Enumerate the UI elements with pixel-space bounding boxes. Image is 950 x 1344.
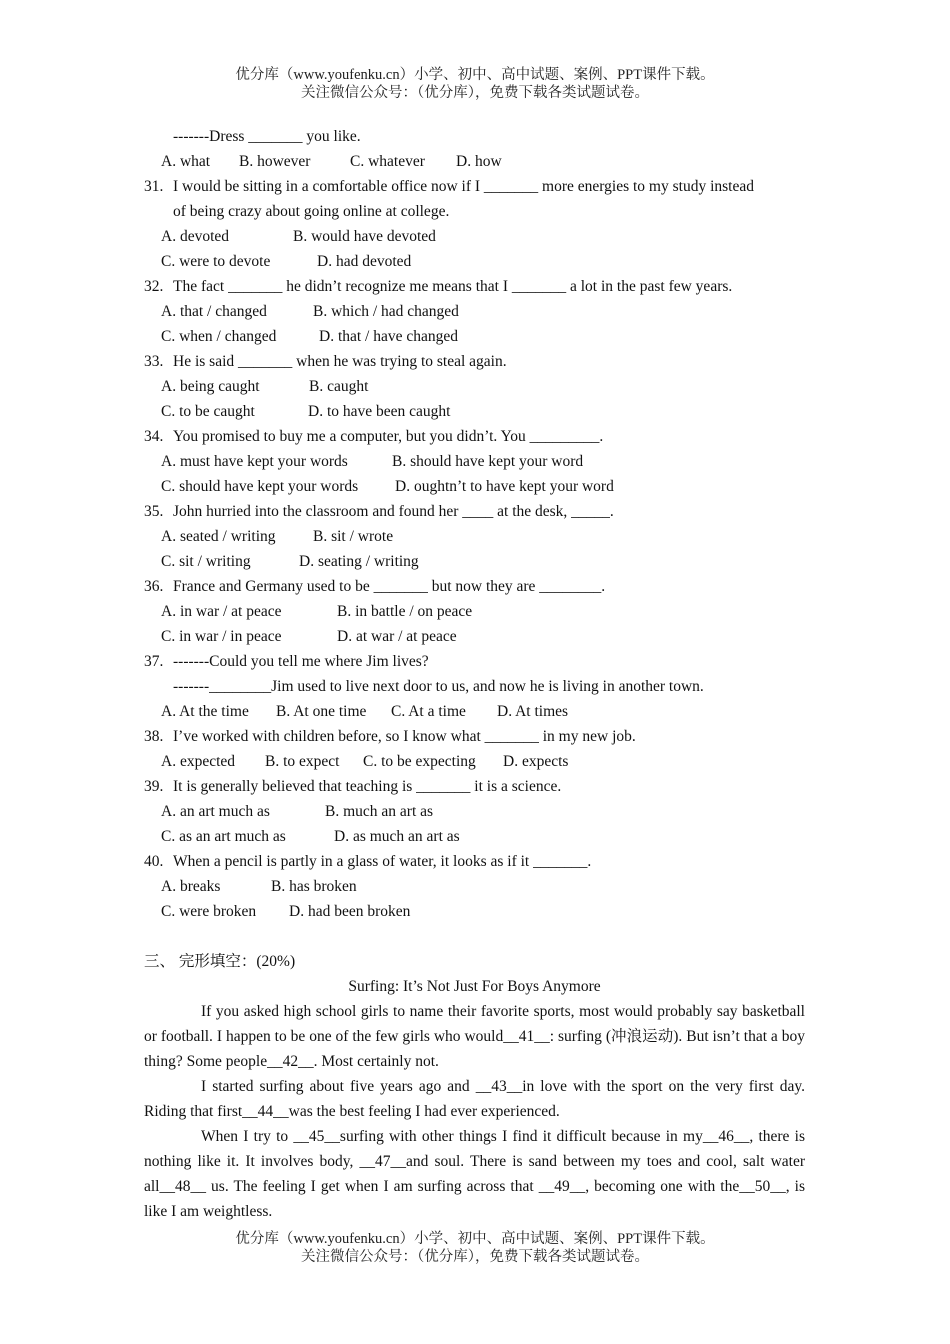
q31-stem-cont: of being crazy about going online at college. xyxy=(173,203,450,220)
q30-option-a: A. what xyxy=(161,153,211,170)
q40-option-a: A. breaks xyxy=(161,878,221,895)
q31-options-row2 xyxy=(144,249,805,274)
q37-option-b: B. At one time xyxy=(276,703,367,720)
footer-line-1: 优分库（www.youfenku.cn）小学、初中、高中试题、案例、PPT课件下载。 xyxy=(235,1231,715,1247)
q34-option-b: B. should have kept your word xyxy=(392,453,584,470)
q31-option-d: D. had devoted xyxy=(317,253,412,270)
header-line-1: 优分库（www.youfenku.cn）小学、初中、高中试题、案例、PPT课件下载。 xyxy=(235,67,715,83)
q35-stem-row xyxy=(144,499,805,524)
q40-stem: When a pencil is partly in a glass of water, it looks as if it _______. xyxy=(173,853,592,870)
q32-option-c: C. when / changed xyxy=(161,328,277,345)
section-gap xyxy=(144,924,805,949)
q33-option-d: D. to have been caught xyxy=(308,403,451,420)
q39-option-d: D. as much an art as xyxy=(334,828,460,845)
q39-option-c: C. as an art much as xyxy=(161,828,286,845)
q34-option-a: A. must have kept your words xyxy=(161,453,348,470)
q33-options-row2 xyxy=(144,399,805,424)
q35-options-row2 xyxy=(144,549,805,574)
q40-options-row2 xyxy=(144,899,805,924)
q36-options-row2 xyxy=(144,624,805,649)
q30-option-b: B. however xyxy=(239,153,311,170)
q32-number: 32. xyxy=(144,278,164,295)
q39-options-row1 xyxy=(144,799,805,824)
q39-stem: It is generally believed that teaching is _______ it is a science. xyxy=(173,778,562,795)
q38-option-a: A. expected xyxy=(161,753,236,770)
q37-option-a: A. At the time xyxy=(161,703,249,720)
q35-number: 35. xyxy=(144,503,164,520)
q33-number: 33. xyxy=(144,353,164,370)
q37-number: 37. xyxy=(144,653,164,670)
page-footer xyxy=(0,1230,950,1266)
q36-stem-row xyxy=(144,574,805,599)
q37-stem: -------Could you tell me where Jim lives? xyxy=(173,653,429,670)
q39-number: 39. xyxy=(144,778,164,795)
page-header xyxy=(0,66,950,102)
q30-options xyxy=(144,149,805,174)
q33-stem-row xyxy=(144,349,805,374)
q32-stem-row xyxy=(144,274,805,299)
q35-option-b: B. sit / wrote xyxy=(313,528,394,545)
q34-options-row2 xyxy=(144,474,805,499)
q39-options-row2 xyxy=(144,824,805,849)
q30-stem: -------Dress _______ you like. xyxy=(173,128,361,145)
q37-options xyxy=(144,699,805,724)
q30-option-d: D. how xyxy=(456,153,502,170)
passage-title: Surfing: It’s Not Just For Boys Anymore xyxy=(348,978,601,995)
q37-stem-reply: -------________Jim used to live next door to us, and now he is living in another town. xyxy=(173,678,704,695)
header-line-2: 关注微信公众号：（优分库），免费下载各类试题试卷。 xyxy=(301,85,649,101)
q38-option-b: B. to expect xyxy=(265,753,340,770)
q38-stem: I’ve worked with children before, so I know what _______ in my new job. xyxy=(173,728,636,745)
q33-stem: He is said _______ when he was trying to steal again. xyxy=(173,353,507,370)
q30-option-c: C. whatever xyxy=(350,153,425,170)
q32-stem: The fact _______ he didn’t recognize me means that I _______ a lot in the past few years. xyxy=(173,278,733,295)
q38-option-d: D. expects xyxy=(503,753,569,770)
q35-option-a: A. seated / writing xyxy=(161,528,276,545)
exam-content xyxy=(144,124,805,1224)
q33-option-b: B. caught xyxy=(309,378,369,395)
q40-number: 40. xyxy=(144,853,164,870)
q33-options-row1 xyxy=(144,374,805,399)
q32-option-b: B. which / had changed xyxy=(313,303,459,320)
q31-options-row1 xyxy=(144,224,805,249)
q36-option-c: C. in war / in peace xyxy=(161,628,282,645)
q40-stem-row xyxy=(144,849,805,874)
q38-number: 38. xyxy=(144,728,164,745)
q37-option-d: D. At times xyxy=(497,703,569,720)
q36-option-d: D. at war / at peace xyxy=(337,628,457,645)
q38-stem-row xyxy=(144,724,805,749)
q32-option-d: D. that / have changed xyxy=(319,328,459,345)
passage-paragraph-3: When I try to __45__surfing with other things I find it difficult because in my__46__, there is nothing like it. It involves body, __47__and soul. There is sand between my toes and cool, salt water all__48__ us. The feeling I get when I am surfing across that __49__, becoming one with the__50__, is like I am weightless. xyxy=(144,1128,805,1220)
q40-option-c: C. were broken xyxy=(161,903,257,920)
q35-options-row1 xyxy=(144,524,805,549)
q36-options-row1 xyxy=(144,599,805,624)
q31-option-a: A. devoted xyxy=(161,228,230,245)
q31-stem: I would be sitting in a comfortable office now if I _______ more energies to my study instead xyxy=(173,178,754,195)
q32-options-row2 xyxy=(144,324,805,349)
q34-options-row1 xyxy=(144,449,805,474)
q35-stem: John hurried into the classroom and found her ____ at the desk, _____. xyxy=(173,503,614,520)
q34-number: 34. xyxy=(144,428,164,445)
q39-option-b: B. much an art as xyxy=(325,803,434,820)
q40-option-d: D. had been broken xyxy=(289,903,411,920)
passage-paragraph-1: If you asked high school girls to name their favorite sports, most would probably say basketball or football. I happen to be one of the few girls who would__41__: surfing (冲浪运动). But isn’t that a boy thing? Some people__42__. Most certainly not. xyxy=(144,1003,805,1070)
q39-option-a: A. an art much as xyxy=(161,803,270,820)
q40-options-row1 xyxy=(144,874,805,899)
q31-option-c: C. were to devote xyxy=(161,253,271,270)
q34-option-d: D. oughtn’t to have kept your word xyxy=(395,478,614,495)
q36-option-a: A. in war / at peace xyxy=(161,603,282,620)
q39-stem-row xyxy=(144,774,805,799)
q36-option-b: B. in battle / on peace xyxy=(337,603,473,620)
q36-stem: France and Germany used to be _______ but now they are ________. xyxy=(173,578,606,595)
q37-option-c: C. At a time xyxy=(391,703,466,720)
q31-number: 31. xyxy=(144,178,164,195)
q38-options xyxy=(144,749,805,774)
q36-number: 36. xyxy=(144,578,164,595)
q34-stem-row xyxy=(144,424,805,449)
passage-paragraph-2: I started surfing about five years ago and __43__in love with the sport on the very first day. Riding that first__44__was the best feeling I had ever experienced. xyxy=(144,1078,805,1120)
q31-option-b: B. would have devoted xyxy=(293,228,436,245)
q34-stem: You promised to buy me a computer, but you didn’t. You _________. xyxy=(173,428,604,445)
q35-option-c: C. sit / writing xyxy=(161,553,251,570)
q31-stem-row xyxy=(144,174,805,199)
q32-option-a: A. that / changed xyxy=(161,303,267,320)
q32-options-row1 xyxy=(144,299,805,324)
q40-option-b: B. has broken xyxy=(271,878,357,895)
q34-option-c: C. should have kept your words xyxy=(161,478,359,495)
section-3-heading: 三、 完形填空：(20%) xyxy=(144,953,296,970)
q33-option-c: C. to be caught xyxy=(161,403,255,420)
q33-option-a: A. being caught xyxy=(161,378,260,395)
q37-stem-row xyxy=(144,649,805,674)
q38-option-c: C. to be expecting xyxy=(363,753,476,770)
footer-line-2: 关注微信公众号：（优分库），免费下载各类试题试卷。 xyxy=(301,1249,649,1265)
q35-option-d: D. seating / writing xyxy=(299,553,419,570)
